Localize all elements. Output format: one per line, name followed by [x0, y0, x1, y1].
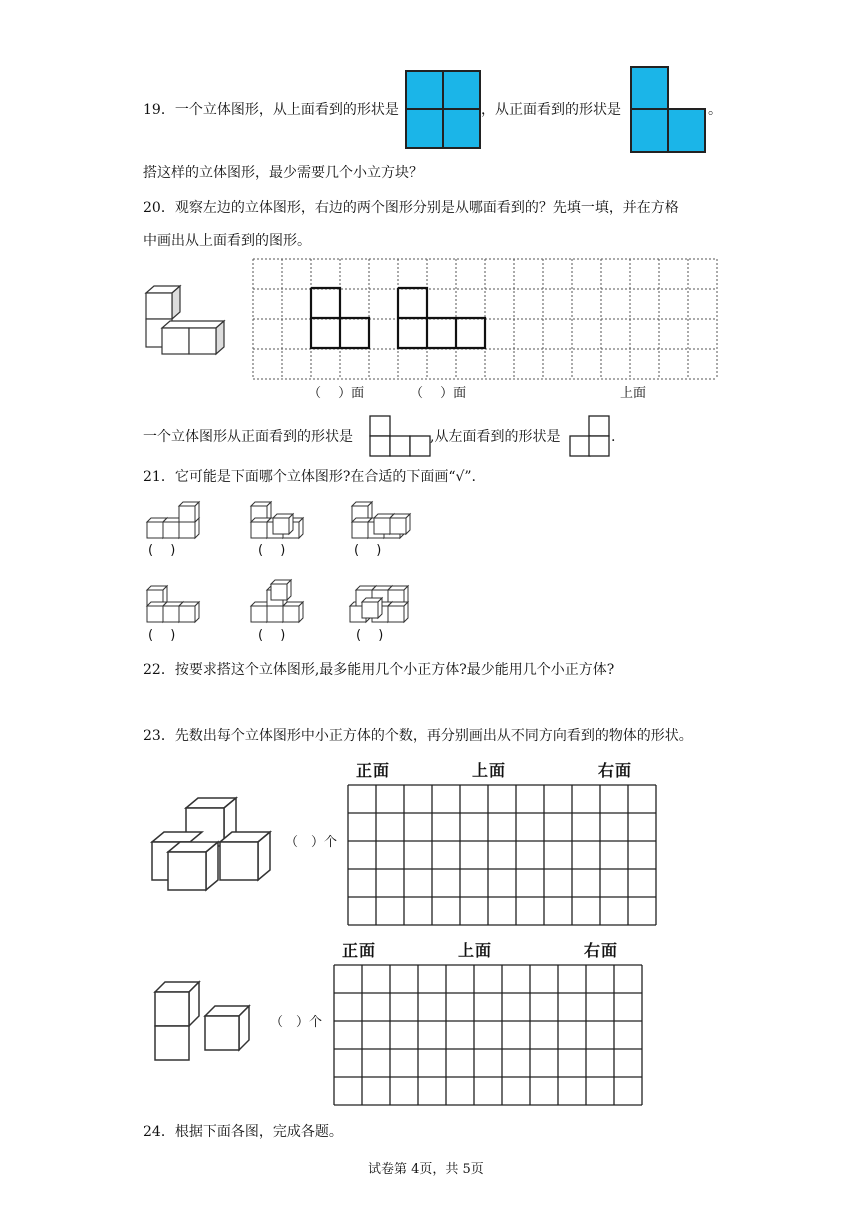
q20-front-view-figure	[369, 415, 431, 457]
q21-choice-label-6: ( )	[356, 628, 384, 643]
q19-text-b: ，从正面看到的形状是	[481, 102, 621, 118]
q23-grid1-label-right: 右面	[598, 761, 633, 780]
q20-label-2: （ ）面	[410, 386, 467, 401]
q21-choice-figure-1	[145, 500, 207, 540]
q23-count-label-2: （ ）个	[270, 1015, 323, 1030]
q20-line3-a: 一个立体图形从正面看到的形状是	[143, 429, 353, 445]
q21-choice-label-1: ( )	[148, 543, 176, 558]
q24-text: 24．根据下面各图，完成各题。	[143, 1124, 343, 1140]
q22-text: 22．按要求搭这个立体图形,最多能用几个小正方体?最少能用几个小正方体?	[143, 662, 615, 678]
q21-choice-figure-5	[249, 578, 311, 622]
q23-grid1-label-front: 正面	[356, 761, 391, 780]
q23-grid1-label-top: 上面	[472, 761, 507, 780]
q21-choice-label-5: ( )	[258, 628, 286, 643]
q20-line3-b: ,从左面看到的形状是	[430, 429, 561, 445]
q20-left-view-figure	[569, 415, 611, 457]
q23-solid-figure-2	[153, 980, 257, 1064]
q23-answer-grid-2	[333, 964, 643, 1106]
page-footer: 试卷第 4页，共 5页	[368, 1162, 484, 1177]
q23-count-label-1: （ ）个	[285, 835, 338, 850]
q19-front-view-figure	[630, 66, 706, 154]
q23-answer-grid-1	[347, 784, 657, 926]
q20-line1: 20．观察左边的立体图形，右边的两个图形分别是从哪面看到的？先填一填，并在方格	[143, 200, 679, 216]
q21-choice-label-2: ( )	[258, 543, 286, 558]
q21-choice-label-3: ( )	[354, 543, 382, 558]
q23-text: 23．先数出每个立体图形中小正方体的个数，再分别画出从不同方向看到的物体的形状。	[143, 728, 693, 744]
q21-text: 21．它可能是下面哪个立体图形?在合适的下面画“√”.	[143, 469, 477, 485]
q23-solid-figure-1	[150, 796, 274, 892]
q20-solid-figure	[143, 284, 233, 356]
q20-label-3: 上面	[620, 386, 647, 401]
q20-dotted-grid	[252, 258, 718, 380]
q23-grid2-label-right: 右面	[584, 941, 619, 960]
q20-line3-c: .	[611, 429, 616, 445]
q19-text-a: 19．一个立体图形，从上面看到的形状是	[143, 102, 399, 118]
q19-text-line2: 搭这样的立体图形，最少需要几个小立方块？	[143, 165, 423, 181]
q19-top-view-figure	[405, 70, 481, 150]
q19-text-c: 。	[708, 102, 722, 118]
q21-choice-figure-2	[249, 500, 311, 540]
q23-grid2-label-top: 上面	[458, 941, 493, 960]
q21-choice-label-4: ( )	[148, 628, 176, 643]
q20-line2: 中画出从上面看到的图形。	[143, 233, 311, 249]
q21-choice-figure-6	[348, 578, 410, 622]
q23-grid2-label-front: 正面	[342, 941, 377, 960]
q20-label-1: （ ）面	[308, 386, 365, 401]
q21-choice-figure-4	[145, 582, 207, 622]
q21-choice-figure-3	[350, 500, 412, 540]
